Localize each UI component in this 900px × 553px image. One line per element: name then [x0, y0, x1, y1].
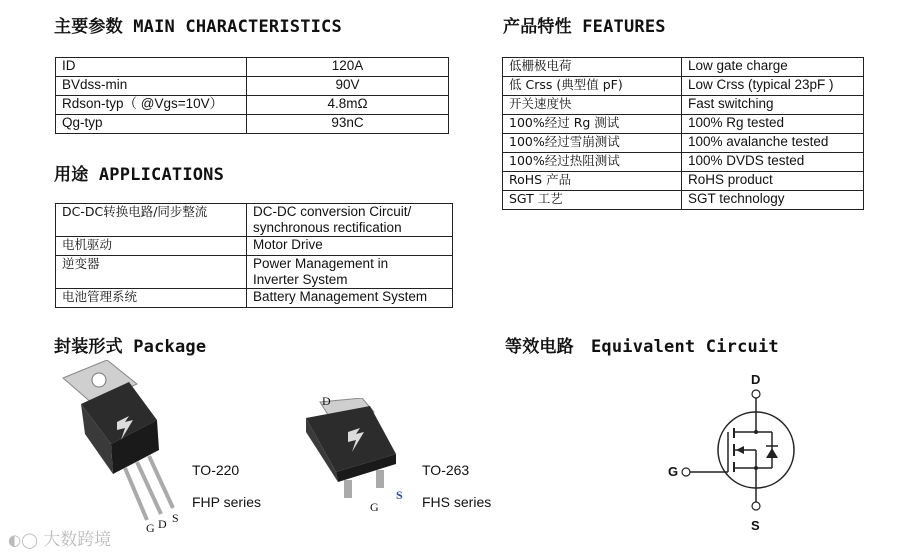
- to263-name: TO-263: [422, 462, 470, 478]
- value-id: 120A: [247, 58, 449, 77]
- package-title: 封装形式 Package: [54, 337, 207, 357]
- table-row: [503, 134, 864, 153]
- watermark-text: 大数跨境: [43, 530, 112, 550]
- applications-table: [55, 203, 453, 308]
- table-row: [503, 96, 864, 115]
- feature-en: 100% Rg tested: [682, 115, 864, 134]
- application-en: Power Management in Inverter System: [247, 256, 453, 289]
- table-row: [503, 191, 864, 210]
- feature-cn: 低 Crss (典型值 pF): [503, 77, 682, 96]
- to263-series: FHS series: [422, 494, 492, 510]
- to263-pin-s: S: [396, 488, 403, 502]
- table-row: [56, 204, 453, 237]
- feature-en: 100% avalanche tested: [682, 134, 864, 153]
- application-cn: 逆变器: [56, 256, 247, 289]
- table-row: [503, 153, 864, 172]
- to220-pin-g: G: [146, 521, 155, 535]
- feature-cn: 100%经过雪崩测试: [503, 134, 682, 153]
- feature-cn: 开关速度快: [503, 96, 682, 115]
- mosfet-symbol: [670, 380, 800, 520]
- feature-en: Low gate charge: [682, 58, 864, 77]
- to263-label: [422, 446, 491, 526]
- application-en: Battery Management System: [247, 289, 453, 308]
- table-row: [56, 289, 453, 308]
- feature-en: Fast switching: [682, 96, 864, 115]
- to220-pin-d: D: [158, 517, 167, 531]
- feature-cn: RoHS 产品: [503, 172, 682, 191]
- features-table: [502, 57, 864, 210]
- table-row: [503, 77, 864, 96]
- to220-series: FHP series: [192, 494, 261, 510]
- application-cn: 电机驱动: [56, 237, 247, 256]
- drain-label: D: [751, 372, 761, 387]
- table-row: [56, 237, 453, 256]
- feature-cn: 100%经过 Rg 测试: [503, 115, 682, 134]
- gate-label: G: [668, 464, 679, 479]
- feature-en: RoHS product: [682, 172, 864, 191]
- value-rdson: 4.8mΩ: [247, 96, 449, 115]
- to220-name: TO-220: [192, 462, 240, 478]
- table-row: [503, 58, 864, 77]
- feature-en: 100% DVDS tested: [682, 153, 864, 172]
- application-en: DC-DC conversion Circuit/ synchronous rectification: [247, 204, 453, 237]
- application-en: Motor Drive: [247, 237, 453, 256]
- to263-pin-g: G: [370, 500, 379, 514]
- value-bvdss: 90V: [247, 77, 449, 96]
- features-title: 产品特性 FEATURES: [503, 17, 666, 37]
- source-label: S: [751, 518, 760, 533]
- main-characteristics-title: 主要参数 MAIN CHARACTERISTICS: [54, 17, 342, 37]
- param-rdson: Rdson-typ（ @Vgs=10V）: [56, 96, 247, 115]
- feature-cn: SGT 工艺: [503, 191, 682, 210]
- value-qg: 93nC: [247, 115, 449, 134]
- feature-en: SGT technology: [682, 191, 864, 210]
- equivalent-circuit-title: 等效电路 Equivalent Circuit: [505, 337, 779, 357]
- to220-pin-s: S: [172, 511, 179, 525]
- watermark-logo-icon: ◐◯: [8, 531, 38, 549]
- feature-cn: 100%经过热阻测试: [503, 153, 682, 172]
- to263-pin-d: D: [322, 394, 331, 408]
- table-row: [56, 115, 449, 134]
- table-row: [56, 58, 449, 77]
- feature-en: Low Crss (typical 23pF ): [682, 77, 864, 96]
- application-cn: 电池管理系统: [56, 289, 247, 308]
- param-bvdss: BVdss-min: [56, 77, 247, 96]
- main-characteristics-table: [55, 57, 449, 134]
- table-row: [56, 77, 449, 96]
- watermark: [8, 525, 111, 550]
- param-qg: Qg-typ: [56, 115, 247, 134]
- to220-label: [192, 446, 261, 526]
- applications-title: 用途 APPLICATIONS: [54, 165, 225, 185]
- feature-cn: 低栅极电荷: [503, 58, 682, 77]
- application-cn: DC-DC转换电路/同步整流: [56, 204, 247, 237]
- table-row: [503, 115, 864, 134]
- table-row: [503, 172, 864, 191]
- table-row: [56, 256, 453, 289]
- to220-package-image: [55, 360, 195, 535]
- table-row: [56, 96, 449, 115]
- param-id: ID: [56, 58, 247, 77]
